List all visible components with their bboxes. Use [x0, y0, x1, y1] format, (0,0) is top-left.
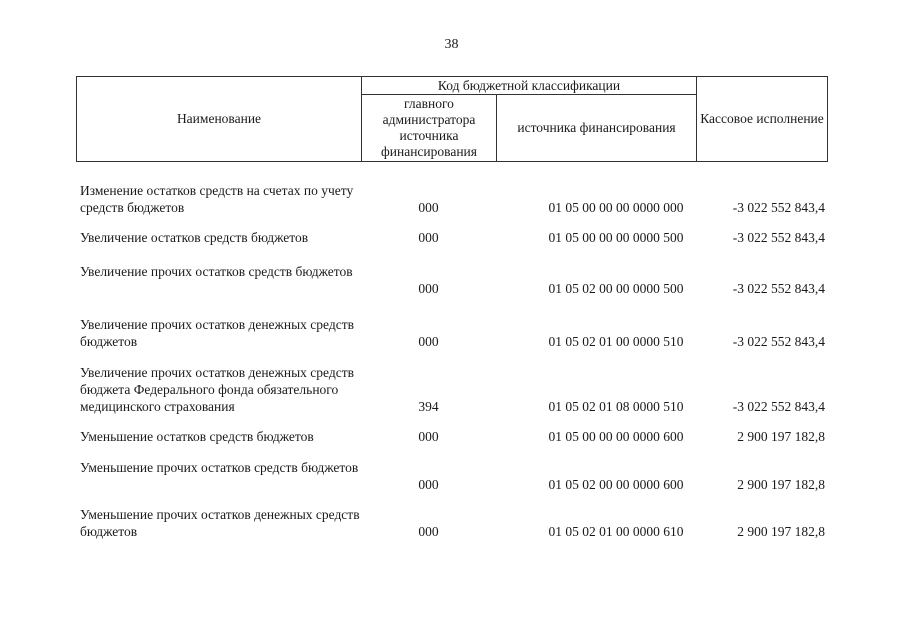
row-value: 2 900 197 182,8 [737, 524, 825, 539]
row-admin-code: 000 [418, 281, 439, 296]
row-admin-code: 394 [418, 399, 439, 414]
row-value: 2 900 197 182,8 [737, 429, 825, 444]
row-name: Увеличение остатков средств бюджетов [80, 230, 309, 245]
row-source-code: 01 05 00 00 00 0000 600 [548, 429, 684, 444]
row-admin-code: 000 [418, 200, 439, 215]
header-execution: Кассовое исполнение [700, 111, 824, 126]
row-admin-code: 000 [418, 477, 439, 492]
row-source-code: 01 05 02 01 00 0000 610 [548, 524, 684, 539]
row-name: Уменьшение прочих остатков денежных средств бюджетов [80, 507, 360, 539]
row-value: 2 900 197 182,8 [737, 477, 825, 492]
page-number: 38 [444, 37, 459, 52]
row-admin-code: 000 [418, 429, 439, 444]
row-value: -3 022 552 843,4 [732, 399, 825, 414]
row-admin-code: 000 [418, 524, 439, 539]
row-name: Уменьшение остатков средств бюджетов [80, 429, 314, 444]
row-name: Уменьшение прочих остатков средств бюджетов [80, 460, 359, 475]
row-source-code: 01 05 00 00 00 0000 000 [548, 200, 684, 215]
row-name: Изменение остатков средств на счетах по учету средств бюджетов [80, 183, 354, 215]
row-source-code: 01 05 02 00 00 0000 600 [548, 477, 684, 492]
row-name: Увеличение прочих остатков денежных средств бюджета Федерального фонда обязательного медицинского страхования [80, 365, 354, 414]
header-name: Наименование [77, 77, 362, 161]
row-source-code: 01 05 02 00 00 0000 500 [548, 281, 684, 296]
row-value: -3 022 552 843,4 [732, 281, 825, 296]
header-code-group: Код бюджетной классификации [362, 77, 697, 95]
row-source-code: 01 05 02 01 00 0000 510 [548, 334, 684, 349]
row-value: -3 022 552 843,4 [732, 200, 825, 215]
row-value: -3 022 552 843,4 [732, 334, 825, 349]
row-value: -3 022 552 843,4 [732, 230, 825, 245]
header-admin: главного администратора источника финансирования [362, 95, 497, 161]
row-source-code: 01 05 02 01 08 0000 510 [548, 399, 684, 414]
header-source: источника финансирования [497, 95, 697, 161]
row-name: Увеличение прочих остатков денежных средств бюджетов [80, 317, 354, 349]
row-admin-code: 000 [418, 334, 439, 349]
row-name: Увеличение прочих остатков средств бюджетов [80, 264, 353, 279]
row-admin-code: 000 [418, 230, 439, 245]
row-source-code: 01 05 00 00 00 0000 500 [548, 230, 684, 245]
table-header [76, 76, 828, 162]
